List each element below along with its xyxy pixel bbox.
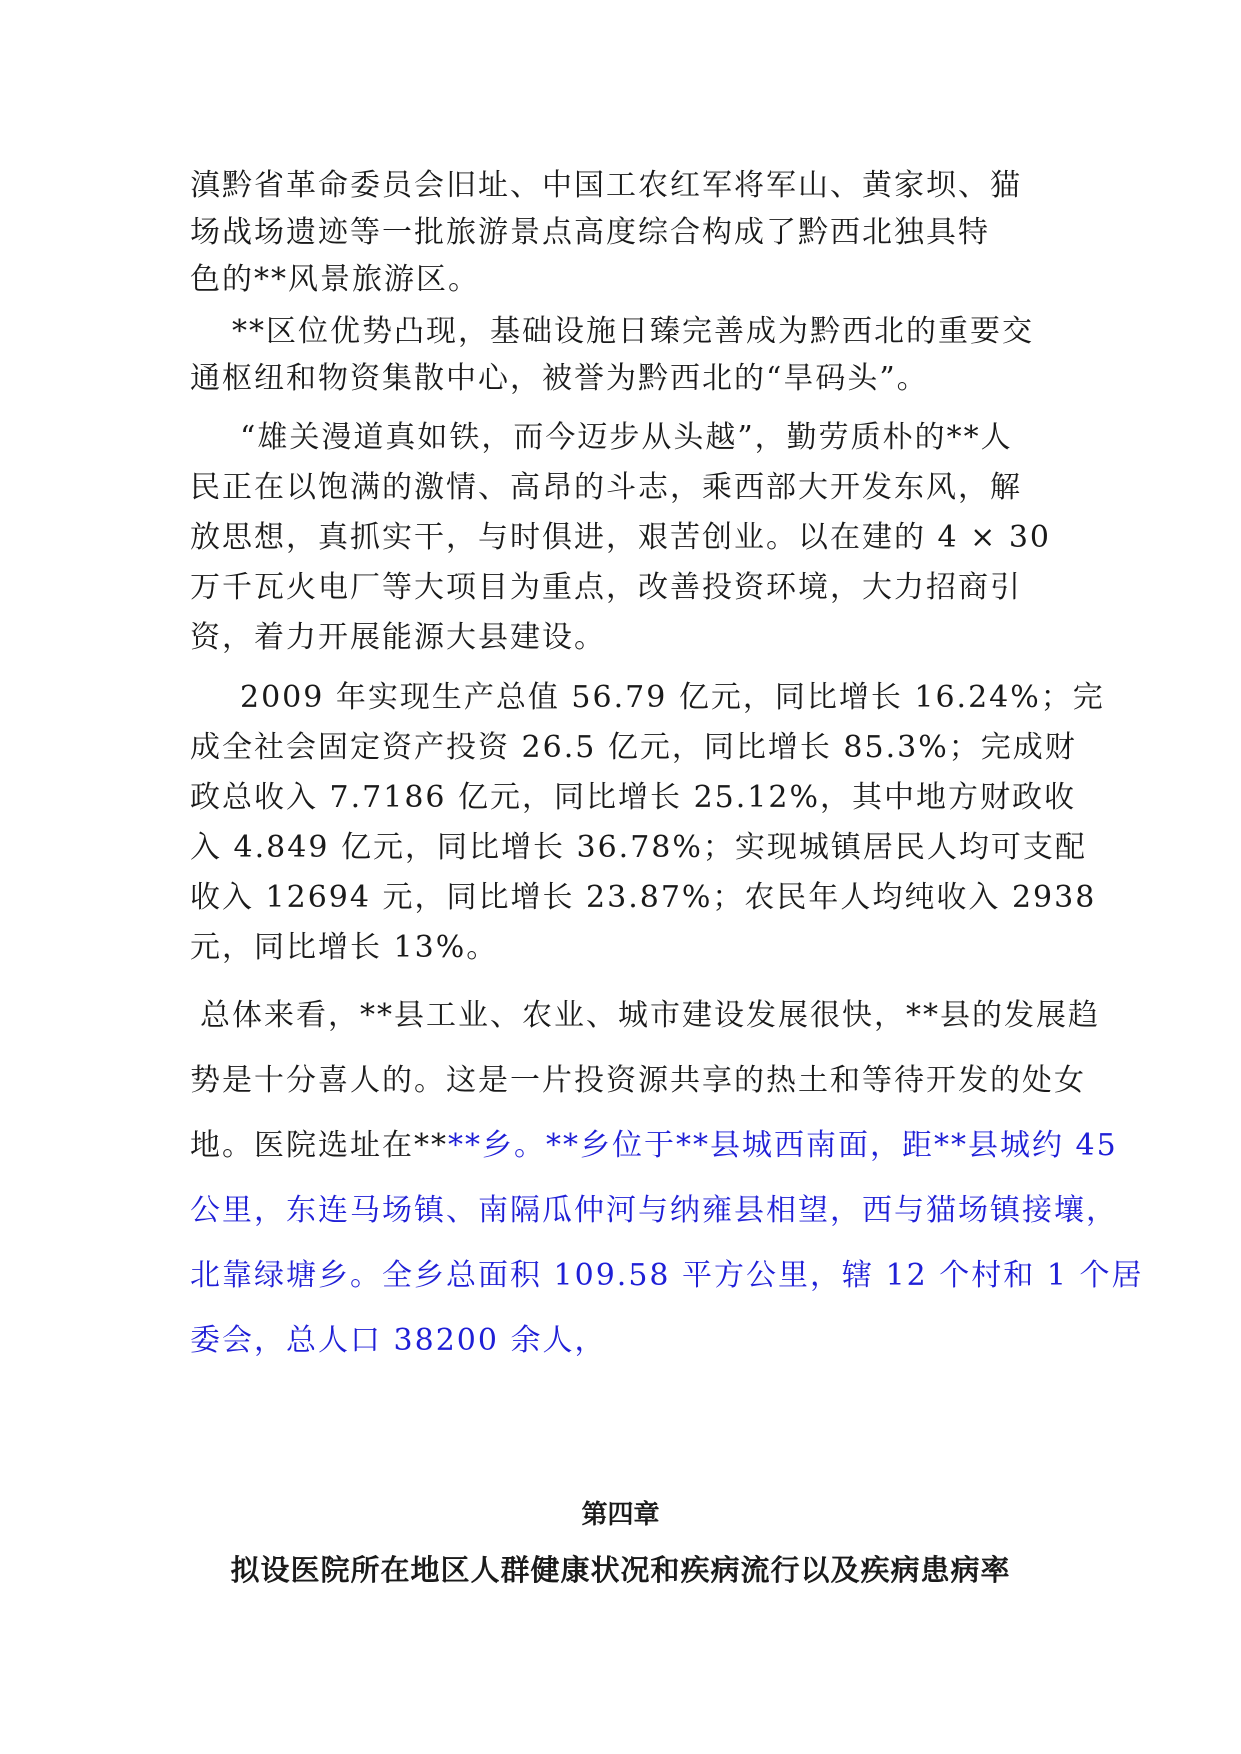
text-line: 放思想，真抓实干，与时俱进，艰苦创业。以在建的 4 × 30 <box>190 520 1052 555</box>
text-line: 入 4.849 亿元，同比增长 36.78%；实现城镇居民人均可支配 <box>190 830 1087 865</box>
text-line: 场战场遗迹等一批旅游景点高度综合构成了黔西北独具特 <box>190 215 990 250</box>
text-line: “雄关漫道真如铁，而今迈步从头越”，勤劳质朴的**人 <box>240 420 1013 455</box>
text-line: 成全社会固定资产投资 26.5 亿元，同比增长 85.3%；完成财 <box>190 730 1077 765</box>
text-line: **区位优势凸现，基础设施日臻完善成为黔西北的重要交 <box>232 314 1034 349</box>
chapter-number: 第四章 <box>581 1500 660 1530</box>
text-line: 总体来看，**县工业、农业、城市建设发展很快，**县的发展趋 <box>200 998 1100 1033</box>
text-line: 资，着力开展能源大县建设。 <box>190 620 606 655</box>
highlighted-text-line: 公里，东连马场镇、南隔瓜仲河与纳雍县相望，西与猫场镇接壤， <box>190 1193 1118 1228</box>
text-line: 势是十分喜人的。这是一片投资源共享的热土和等待开发的处女 <box>190 1063 1086 1098</box>
chapter-title: 拟设医院所在地区人群健康状况和疾病流行以及疾病患病率 <box>230 1553 1011 1587</box>
text-line <box>190 1120 1118 1164</box>
text-line: 民正在以饱满的激情、高昂的斗志，乘西部大开发东风，解 <box>190 470 1022 505</box>
highlighted-text-line: 委会，总人口 38200 余人， <box>190 1323 607 1358</box>
text-line: 收入 12694 元，同比增长 23.87%；农民年人均纯收入 2938 <box>190 880 1097 915</box>
text-line: 色的**风景旅游区。 <box>190 262 480 297</box>
text-segment: 地。医院选址在** <box>190 1128 448 1163</box>
text-line: 元，同比增长 13%。 <box>190 930 499 965</box>
text-line: 政总收入 7.7186 亿元，同比增长 25.12%，其中地方财政收 <box>190 780 1076 815</box>
text-line: 万千瓦火电厂等大项目为重点，改善投资环境，大力招商引 <box>190 570 1022 605</box>
text-line: 2009 年实现生产总值 56.79 亿元，同比增长 16.24%；完 <box>240 680 1105 715</box>
text-line: 滇黔省革命委员会旧址、中国工农红军将军山、黄家坝、猫 <box>190 168 1022 203</box>
text-line: 通枢纽和物资集散中心，被誉为黔西北的“旱码头”。 <box>190 361 929 396</box>
highlighted-text-line: 北靠绿塘乡。全乡总面积 109.58 平方公里，辖 12 个村和 1 个居 <box>190 1258 1144 1293</box>
highlighted-text: **乡。**乡位于**县城西南面，距**县城约 45 <box>448 1128 1118 1163</box>
